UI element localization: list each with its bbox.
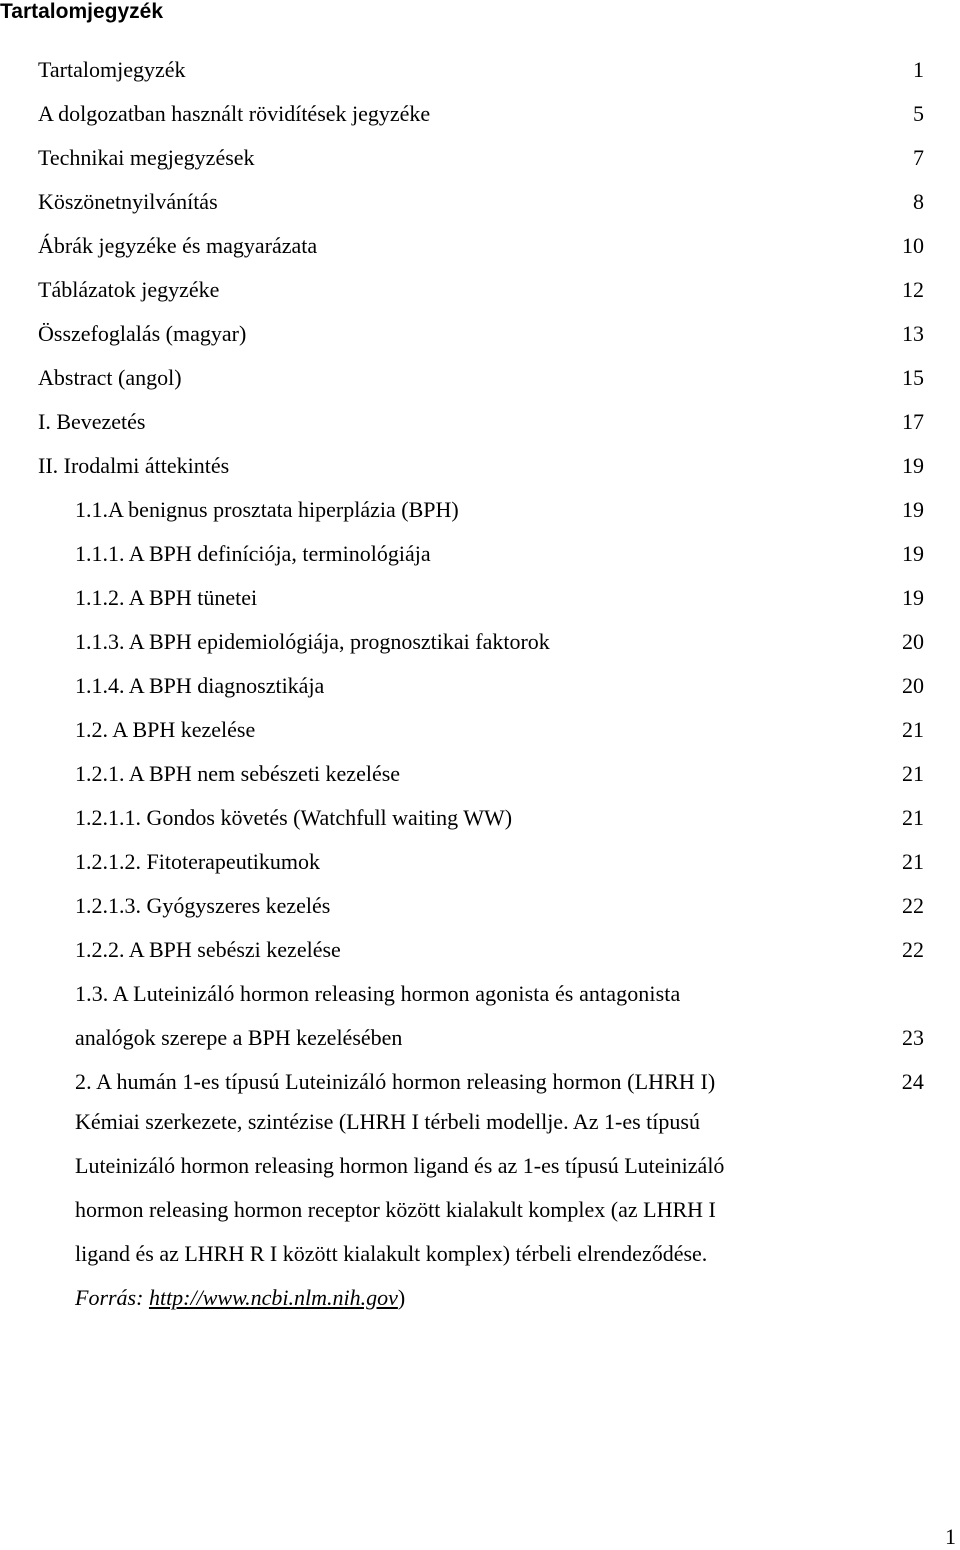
toc-entry[interactable] — [0, 356, 960, 400]
toc-entry[interactable] — [0, 840, 960, 884]
toc-entry-title: 1.2.1.1. Gondos követés (Watchfull waiting WW) — [75, 805, 513, 830]
toc-entry-title: 1.1.4. A BPH diagnosztikája — [75, 673, 325, 698]
toc-entry-page: 19 — [902, 585, 924, 610]
toc-entry[interactable] — [0, 620, 960, 664]
toc-entry-page: 21 — [902, 805, 924, 830]
toc-entry-title: 1.1.A benignus prosztata hiperplázia (BPH) — [75, 497, 459, 522]
note-line: ligand és az LHRH R I között kialakult komplex) térbeli elrendeződése. — [75, 1241, 708, 1266]
toc-entry[interactable] — [0, 708, 960, 752]
toc-entry-title: 1.2.1.2. Fitoterapeutikumok — [75, 849, 321, 874]
source-close: ) — [397, 1285, 406, 1310]
toc-entry-title: II. Irodalmi áttekintés — [38, 453, 230, 478]
toc-entry-title: Ábrák jegyzéke és magyarázata — [38, 233, 318, 258]
toc-entry[interactable] — [0, 664, 960, 708]
toc-entry-page: 24 — [901, 1069, 924, 1094]
toc-entry-page: 7 — [913, 145, 924, 170]
toc-entry-title: A dolgozatban használt rövidítések jegyzéke — [38, 101, 431, 126]
toc-entry-page: 20 — [902, 629, 924, 654]
toc-entry-page: 12 — [902, 277, 924, 302]
toc-entry-page: 13 — [902, 321, 924, 346]
note-line: Luteinizáló hormon releasing hormon ligand és az 1-es típusú Luteinizáló — [75, 1153, 725, 1178]
toc-entry-page: 19 — [902, 497, 924, 522]
toc-entry-title: I. Bevezetés — [38, 409, 146, 434]
toc-entry-title: Táblázatok jegyzéke — [38, 277, 220, 302]
toc-entry[interactable] — [0, 576, 960, 620]
toc-entry-page: 22 — [902, 893, 924, 918]
toc-entry-title: 1.3. A Luteinizáló hormon releasing hormon agonista és antagonista — [75, 981, 681, 1006]
toc-entry-title: 1.1.3. A BPH epidemiológiája, prognosztikai faktorok — [75, 629, 550, 654]
toc-entry[interactable] — [0, 444, 960, 488]
figure-note — [75, 1100, 855, 1320]
toc-entry[interactable] — [0, 884, 960, 928]
toc-entry[interactable] — [0, 488, 960, 532]
toc-entry-title: analógok szerepe a BPH kezelésében — [75, 1025, 403, 1050]
toc-entry[interactable] — [0, 180, 960, 224]
toc-entry-title: Tartalomjegyzék — [38, 57, 186, 82]
page-number: 1 — [945, 1524, 956, 1549]
toc-entry-title: Technikai megjegyzések — [38, 145, 255, 170]
table-of-contents — [0, 48, 960, 1104]
toc-entry-page: 19 — [902, 453, 924, 478]
toc-entry[interactable] — [0, 312, 960, 356]
toc-entry-page: 17 — [902, 409, 924, 434]
note-line: Kémiai szerkezete, szintézise (LHRH I térbeli modellje. Az 1-es típusú — [75, 1109, 700, 1134]
toc-entry[interactable] — [0, 1060, 960, 1104]
toc-entry-page: 22 — [902, 937, 924, 962]
toc-entry-title: Köszönetnyilvánítás — [38, 189, 218, 214]
toc-entry-page: 10 — [902, 233, 924, 258]
toc-entry-page: 21 — [902, 717, 924, 742]
toc-entry-title: 2. A humán 1-es típusú Luteinizáló hormon releasing hormon (LHRH I) — [75, 1069, 716, 1094]
page-title: Tartalomjegyzék — [0, 0, 164, 23]
toc-entry-page: 5 — [913, 101, 924, 126]
toc-entry[interactable] — [0, 752, 960, 796]
source-label: Forrás: — [75, 1285, 149, 1310]
toc-entry-page: 19 — [902, 541, 924, 566]
toc-entry[interactable] — [0, 224, 960, 268]
source-line — [75, 1276, 855, 1320]
toc-entry-title: 1.2.1.3. Gyógyszeres kezelés — [75, 893, 331, 918]
toc-entry-page: 21 — [902, 849, 924, 874]
toc-entry-page: 8 — [913, 189, 924, 214]
toc-entry-page: 15 — [902, 365, 924, 390]
toc-entry-page: 1 — [913, 57, 924, 82]
toc-entry[interactable] — [0, 1016, 960, 1060]
toc-entry[interactable] — [0, 796, 960, 840]
source-link[interactable]: http://www.ncbi.nlm.nih.gov — [148, 1285, 398, 1310]
toc-entry-page: 20 — [902, 673, 924, 698]
toc-entry-title: 1.2.1. A BPH nem sebészeti kezelése — [75, 761, 401, 786]
toc-entry[interactable] — [0, 92, 960, 136]
toc-entry-title: 1.1.2. A BPH tünetei — [75, 585, 258, 610]
toc-entry[interactable] — [0, 400, 960, 444]
toc-entry[interactable] — [0, 48, 960, 92]
toc-entry-title: 1.1.1. A BPH definíciója, terminológiája — [75, 541, 431, 566]
note-line: hormon releasing hormon receptor között kialakult komplex (az LHRH I — [75, 1197, 716, 1222]
toc-entry[interactable] — [0, 268, 960, 312]
toc-entry-page: 21 — [902, 761, 924, 786]
toc-entry[interactable] — [0, 532, 960, 576]
toc-entry-page: 23 — [902, 1025, 924, 1050]
toc-entry[interactable] — [0, 928, 960, 972]
toc-entry-title: 1.2. A BPH kezelése — [75, 717, 256, 742]
toc-entry[interactable] — [0, 136, 960, 180]
toc-entry-title: Összefoglalás (magyar) — [38, 321, 247, 346]
toc-entry-title: 1.2.2. A BPH sebészi kezelése — [75, 937, 341, 962]
toc-entry[interactable] — [0, 972, 960, 1016]
toc-entry-title: Abstract (angol) — [38, 365, 182, 390]
